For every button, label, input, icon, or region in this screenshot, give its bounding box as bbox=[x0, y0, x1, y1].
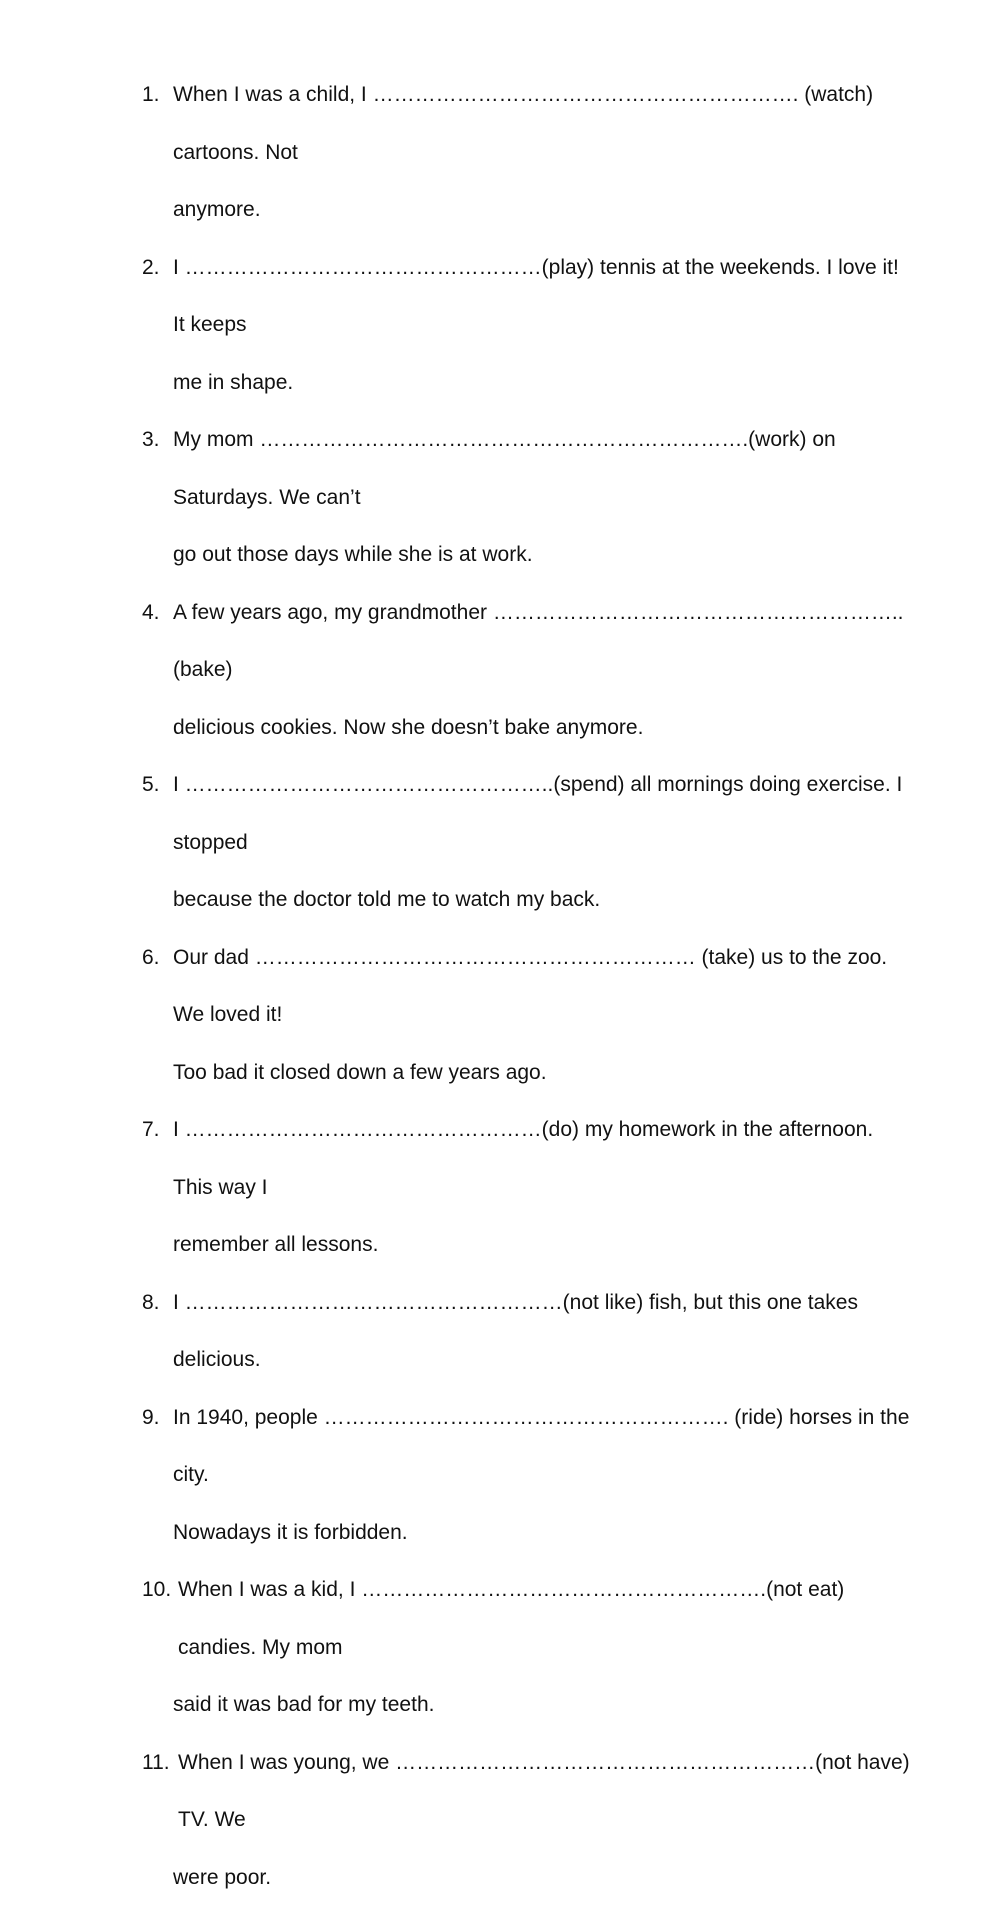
item-number: 8. bbox=[142, 1274, 173, 1332]
exercise-item-10 bbox=[142, 1561, 912, 1734]
item-number: 1. bbox=[142, 66, 173, 124]
exercise-item-9 bbox=[142, 1389, 912, 1562]
item-line-2: go out those days while she is at work. bbox=[173, 526, 912, 584]
exercise-item-7 bbox=[142, 1101, 912, 1274]
item-number: 10. bbox=[142, 1561, 178, 1619]
item-number: 11. bbox=[142, 1734, 178, 1792]
item-line-1: I ……………………………………………(play) tennis at the weekends. I love it! It keeps bbox=[173, 239, 912, 354]
item-line-2: said it was bad for my teeth. bbox=[173, 1676, 912, 1734]
item-line-1: A few years ago, my grandmother …………………………………………………..(bake) bbox=[173, 584, 912, 699]
exercise-item-2 bbox=[142, 239, 912, 412]
exercise-item-11 bbox=[142, 1734, 912, 1906]
exercise-item-3 bbox=[142, 411, 912, 584]
item-line-1: I ……………………………………………..(spend) all mornings doing exercise. I stopped bbox=[173, 756, 912, 871]
item-line-1: Our dad ……………………………………………………… (take) us to the zoo. We loved it! bbox=[173, 929, 912, 1044]
exercise-item-8 bbox=[142, 1274, 912, 1389]
item-line-2: me in shape. bbox=[173, 354, 912, 412]
item-number: 7. bbox=[142, 1101, 173, 1159]
item-line-2: because the doctor told me to watch my back. bbox=[173, 871, 912, 929]
exercise-item-1 bbox=[142, 66, 912, 239]
item-line-2: remember all lessons. bbox=[173, 1216, 912, 1274]
item-line-1: When I was a child, I ……………………………………………………. (watch) cartoons. Not bbox=[173, 66, 912, 181]
item-line-2: delicious cookies. Now she doesn’t bake anymore. bbox=[173, 699, 912, 757]
item-line-2: were poor. bbox=[173, 1849, 912, 1906]
item-number: 3. bbox=[142, 411, 173, 469]
item-number: 4. bbox=[142, 584, 173, 642]
item-line-1: I ………………………………………………(not like) fish, but this one takes delicious. bbox=[173, 1274, 912, 1389]
exercise-item-5 bbox=[142, 756, 912, 929]
exercise-item-4 bbox=[142, 584, 912, 757]
item-number: 6. bbox=[142, 929, 173, 987]
item-line-1: When I was a kid, I ………………………………………………….(not eat) candies. My mom bbox=[178, 1561, 912, 1676]
item-number: 2. bbox=[142, 239, 173, 297]
item-line-1: When I was young, we ……………………………………………………(not have) TV. We bbox=[178, 1734, 912, 1849]
item-line-2: Nowadays it is forbidden. bbox=[173, 1504, 912, 1562]
item-number: 9. bbox=[142, 1389, 173, 1447]
item-line-2: Too bad it closed down a few years ago. bbox=[173, 1044, 912, 1102]
item-line-1: In 1940, people …………………………………………………. (ride) horses in the city. bbox=[173, 1389, 912, 1504]
item-number: 5. bbox=[142, 756, 173, 814]
item-line-1: I ……………………………………………(do) my homework in the afternoon. This way I bbox=[173, 1101, 912, 1216]
exercise-list bbox=[142, 66, 912, 1906]
exercise-item-6 bbox=[142, 929, 912, 1102]
item-line-1: My mom …………………………………………………………….(work) on Saturdays. We can’t bbox=[173, 411, 912, 526]
item-line-2: anymore. bbox=[173, 181, 912, 239]
